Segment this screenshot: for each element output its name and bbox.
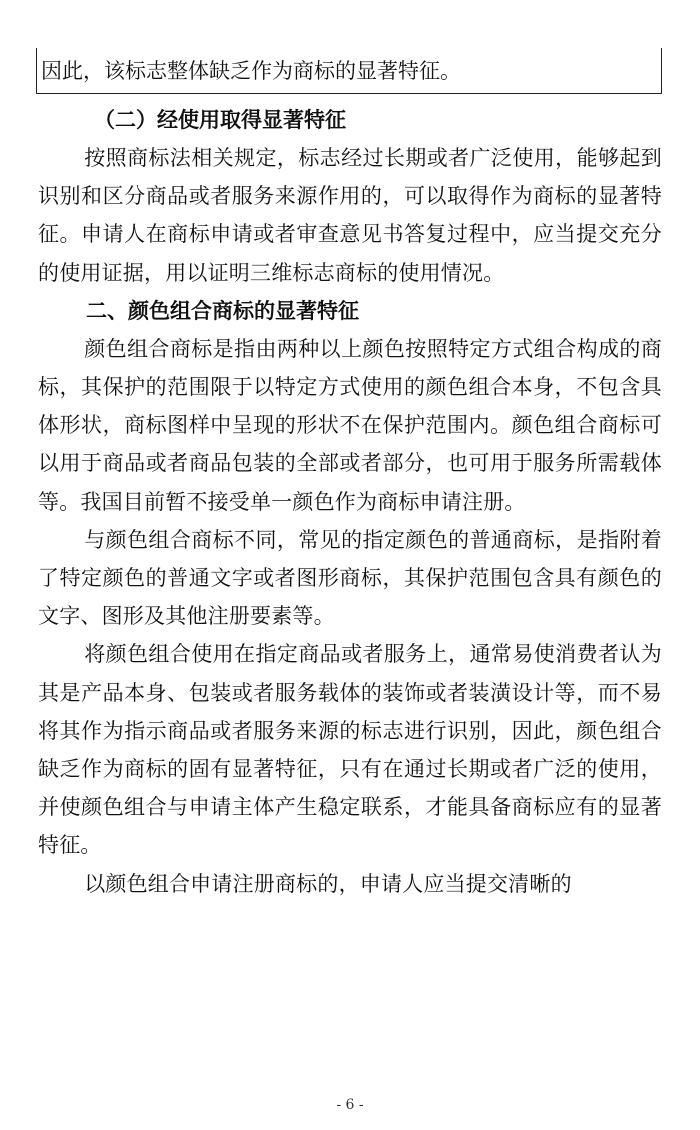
paragraph-inherent-distinctiveness: 将颜色组合使用在指定商品或者服务上，通常易使消费者认为其是产品本身、包装或者服务载体的装饰或者装潢设计等，而不易将其作为指示商品或者服务来源的标志进行识别，因此，颜色组合缺乏作为商标的固有显著特征，只有在通过长期或者广泛的使用，并使颜色组合与申请主体产生稳定联系，才能具备商标应有的显著特征。 — [38, 642, 662, 858]
chapter-heading-color-combination: 二、颜色组合商标的显著特征 — [86, 298, 359, 323]
section-heading-use-acquired: （二）经使用取得显著特征 — [94, 108, 346, 132]
document-body — [38, 101, 662, 903]
paragraph-definition: 颜色组合商标是指由两种以上颜色按照特定方式组合构成的商标，其保护的范围限于以特定方式使用的颜色组合本身，不包含具体形状，商标图样中呈现的形状不在保护范围内。颜色组合商标可以用于商品或者商品包装的全部或者部分，也可用于服务所需载体等。我国目前暂不接受单一颜色作为商标申请注册。 — [38, 336, 662, 514]
boxed-excerpt — [36, 48, 662, 94]
paragraph-distinction: 与颜色组合商标不同，常见的指定颜色的普通商标，是指附着了特定颜色的普通文字或者图形商标，其保护范围包含具有颜色的文字、图形及其他注册要素等。 — [38, 527, 662, 629]
boxed-excerpt-text: 因此，该标志整体缺乏作为商标的显著特征。 — [41, 59, 461, 83]
page-number: - 6 - — [336, 1097, 364, 1113]
paragraph-application: 以颜色组合申请注册商标的，申请人应当提交清晰的 — [84, 871, 572, 896]
paragraph-use-acquired: 按照商标法相关规定，标志经过长期或者广泛使用，能够起到识别和区分商品或者服务来源作用的，可以取得作为商标的显著特征。申请人在商标申请或者审查意见书答复过程中，应当提交充分的使用证据，用以证明三维标志商标的使用情况。 — [38, 146, 662, 285]
